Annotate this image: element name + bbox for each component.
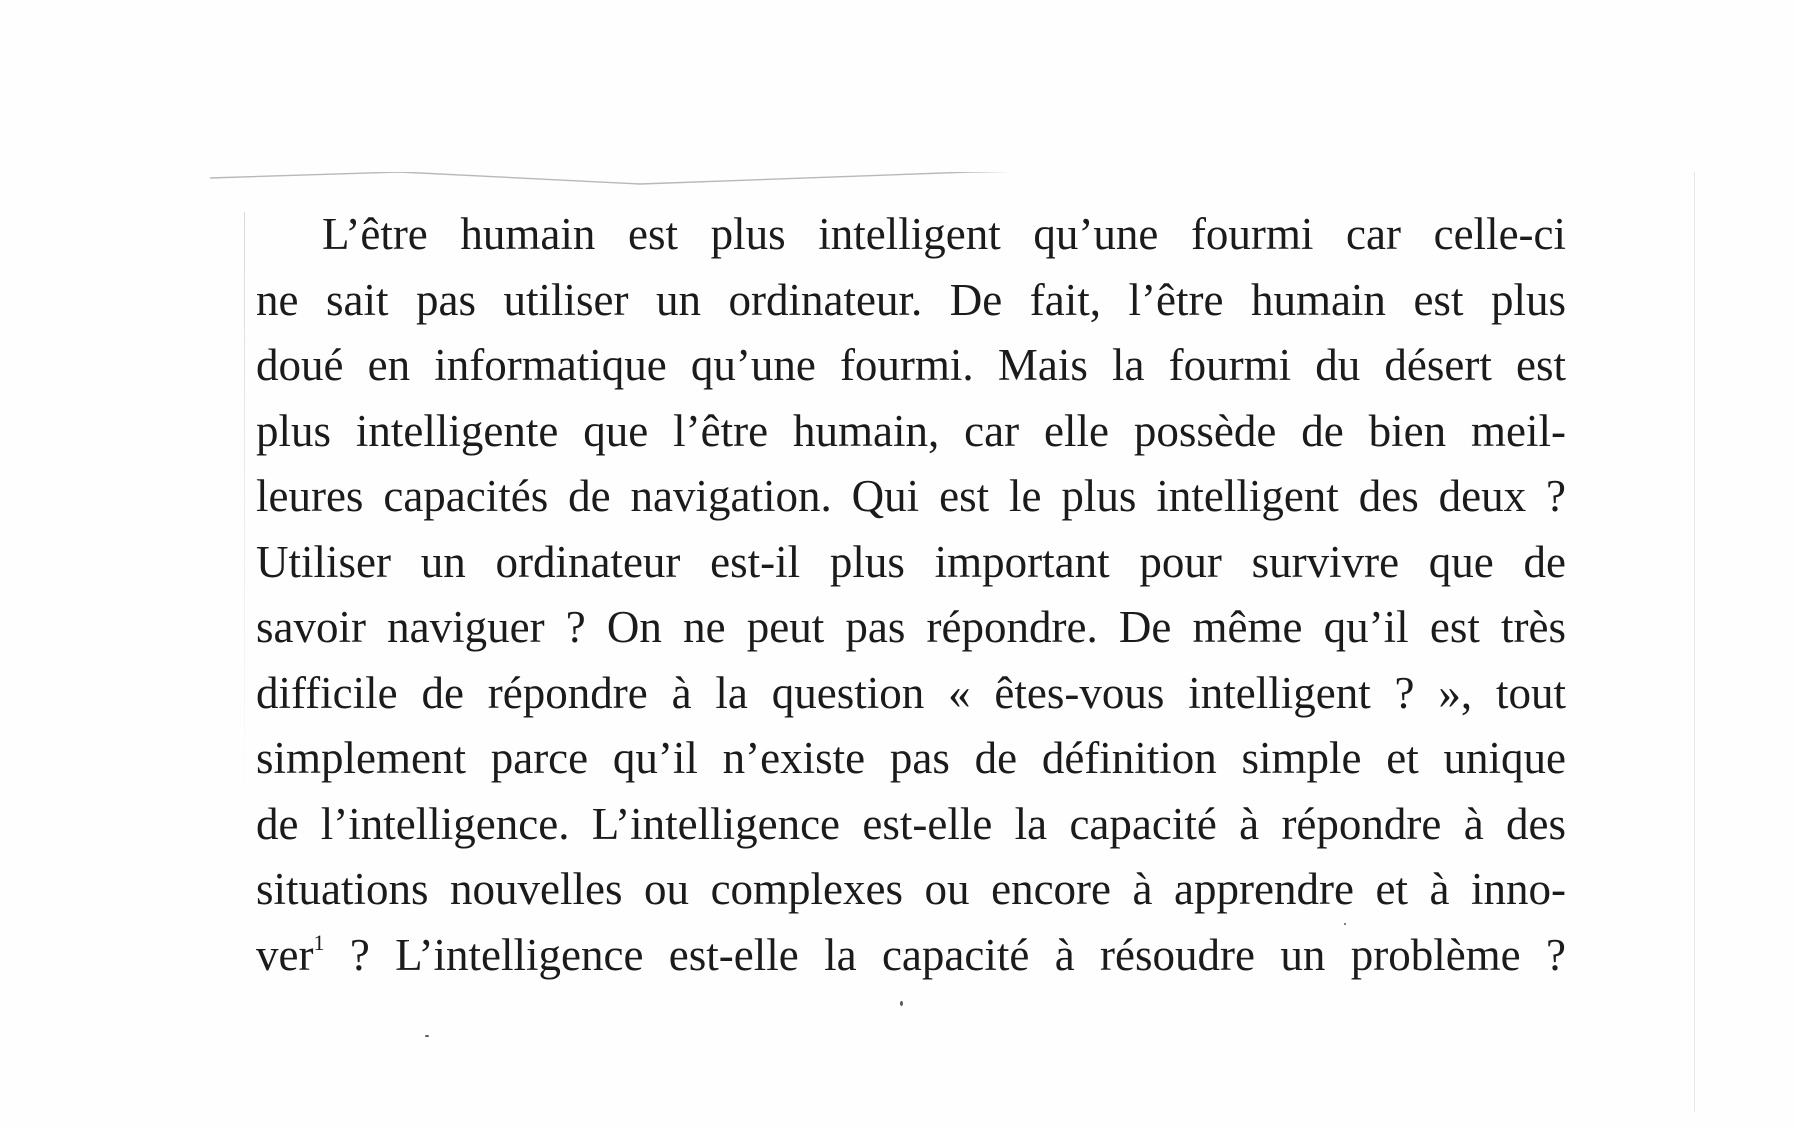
scan-speck	[425, 1035, 429, 1037]
last-line-end: ? L’intelligence est-elle la capacité à résoudre un problème ?	[324, 929, 1566, 980]
paragraph-line: leures capacités de navigation. Qui est le plus intelligent des deux ?	[256, 471, 1566, 521]
paragraph-last-line	[256, 923, 1566, 989]
scan-speck	[1344, 923, 1346, 925]
paragraph-line: de l’intelligence. L’intelligence est-elle la capacité à répondre à des	[256, 798, 1566, 849]
paragraph-line: doué en informatique qu’une fourmi. Mais la fourmi du désert est	[256, 340, 1566, 390]
paragraph-line: savoir naviguer ? On ne peut pas répondre. De même qu’il est très	[256, 602, 1566, 652]
footnote-reference: 1	[313, 929, 325, 955]
clipping-left-edge	[244, 212, 245, 812]
body-paragraph	[256, 202, 1566, 988]
paragraph-line: difficile de répondre à la question « êtes-vous intelligent ? », tout	[256, 667, 1566, 718]
paragraph-line: ne sait pas utiliser un ordinateur. De fait, l’être humain est plus	[256, 274, 1566, 325]
last-line-start: ver	[256, 929, 314, 980]
paragraph-line: L’être humain est plus intelligent qu’une fourmi car celle-ci	[322, 209, 1566, 259]
clipping-right-edge	[1694, 172, 1695, 1112]
paragraph-line: plus intelligente que l’être humain, car elle possède de bien meil-	[256, 405, 1566, 456]
paper-clipping	[210, 172, 1695, 1112]
paragraph-line: Utiliser un ordinateur est-il plus important pour survivre que de	[256, 536, 1566, 587]
scan-speck	[900, 1001, 903, 1006]
paragraph-line: situations nouvelles ou complexes ou encore à apprendre et à inno-	[256, 864, 1566, 914]
paragraph-line: simplement parce qu’il n’existe pas de définition simple et unique	[256, 733, 1566, 783]
